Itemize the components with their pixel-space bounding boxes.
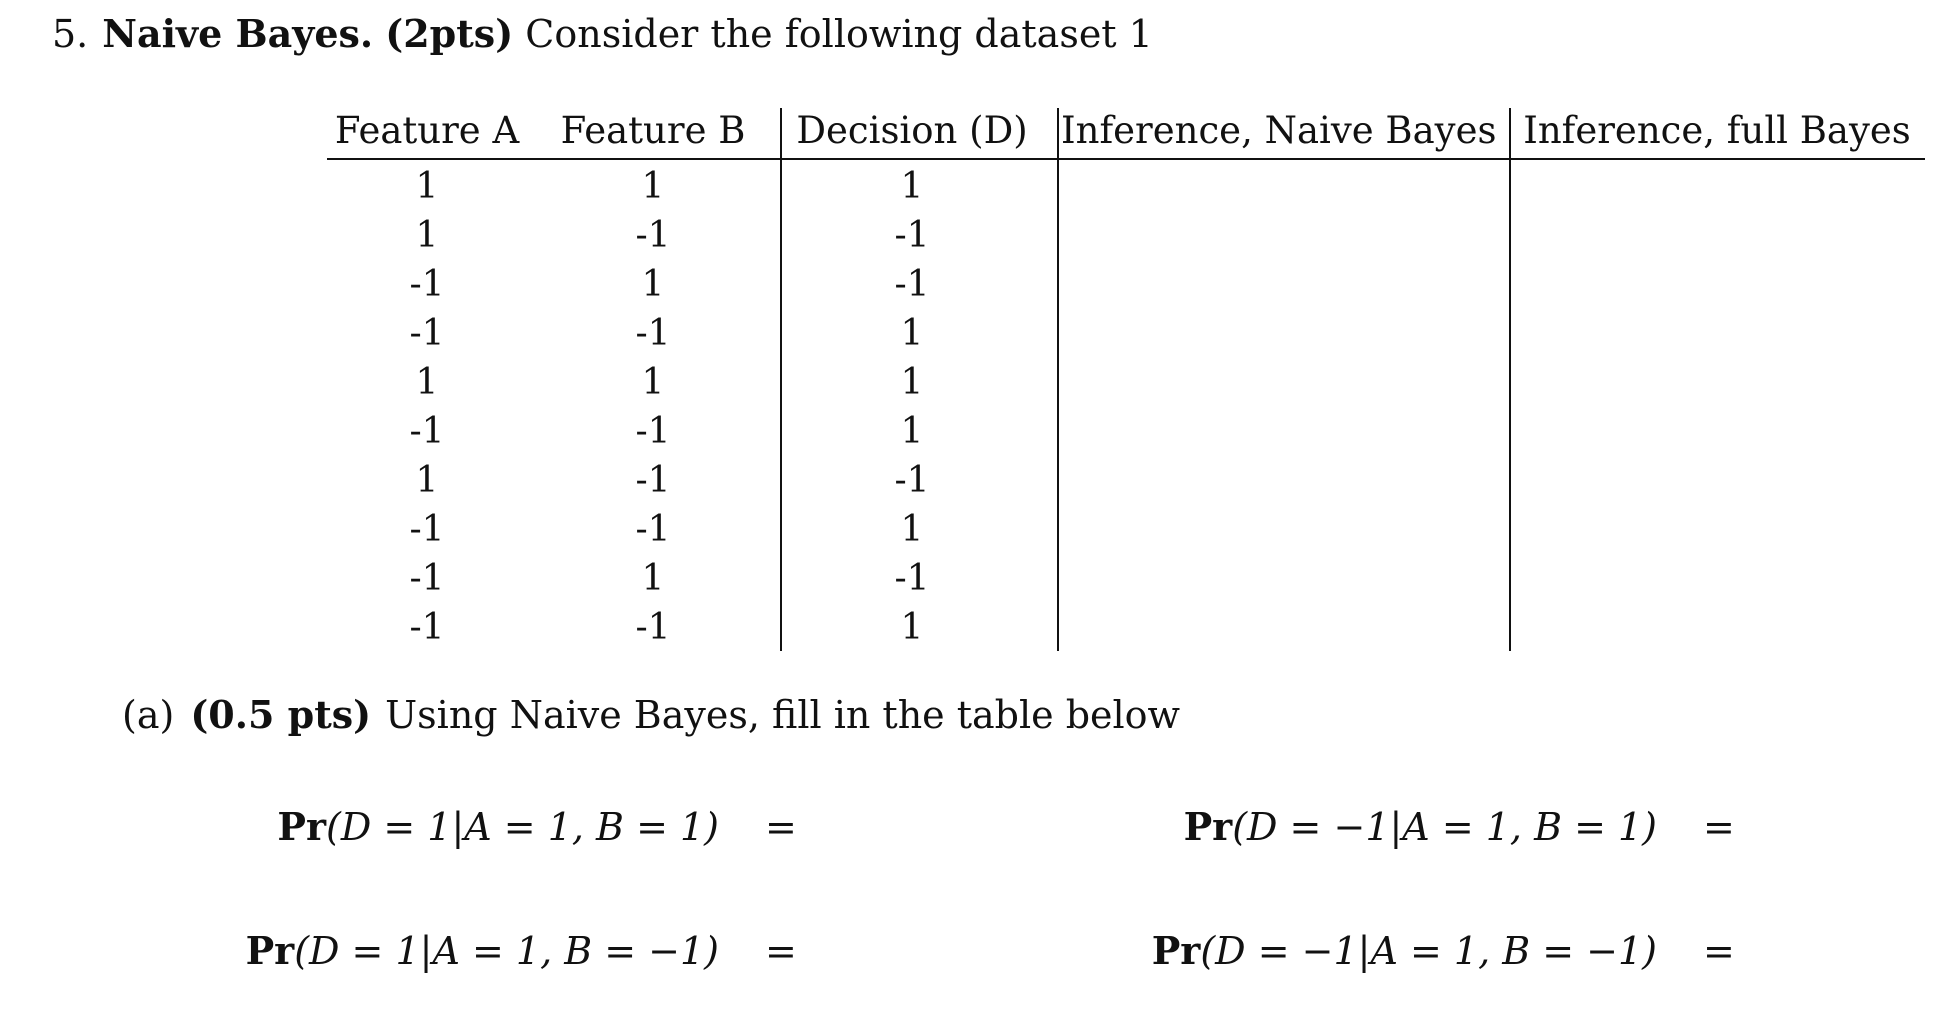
cell-decision: 1 — [900, 607, 924, 648]
equation-pr-d1-a1-b1 — [277, 804, 719, 850]
cell-decision: 1 — [900, 509, 924, 550]
cell-feature-a: -1 — [409, 509, 445, 550]
header-inference-full: Inference, full Bayes — [1523, 109, 1911, 152]
column-divider-2 — [1057, 108, 1059, 651]
cell-feature-a: -1 — [409, 411, 445, 452]
cell-feature-a: 1 — [415, 166, 439, 207]
header-feature-b: Feature B — [560, 109, 746, 152]
cell-feature-a: -1 — [409, 558, 445, 599]
problem-title: Naive Bayes. — [102, 11, 374, 56]
equation-pr-d1-a1-bm1 — [246, 928, 719, 974]
cell-feature-b: 1 — [641, 166, 665, 207]
header-inference-naive: Inference, Naive Bayes — [1061, 109, 1497, 152]
problem-number: 5. — [52, 12, 89, 56]
header-rule — [327, 158, 1925, 160]
equation-body: (D = −1|A = 1, B = 1) — [1232, 805, 1657, 849]
equation-pr-dm1-a1-bm1 — [1152, 928, 1657, 974]
cell-decision: 1 — [900, 362, 924, 403]
subquestion-label: (a) — [122, 693, 175, 737]
equation-body: (D = 1|A = 1, B = −1) — [294, 929, 719, 973]
cell-feature-b: 1 — [641, 558, 665, 599]
subquestion-points: (0.5 pts) — [190, 692, 372, 737]
pr-operator: Pr — [245, 928, 295, 973]
column-feature-a — [327, 162, 527, 652]
cell-feature-b: 1 — [641, 362, 665, 403]
cell-decision: 1 — [900, 313, 924, 354]
cell-feature-b: -1 — [635, 313, 671, 354]
equation-body: (D = 1|A = 1, B = 1) — [326, 805, 719, 849]
header-decision: Decision (D) — [796, 109, 1028, 152]
pr-operator: Pr — [277, 804, 327, 849]
problem-points: (2pts) — [385, 11, 514, 56]
cell-decision: -1 — [894, 460, 930, 501]
equation-pr-dm1-a1-b1 — [1184, 804, 1657, 850]
cell-decision: 1 — [900, 166, 924, 207]
equation-body: (D = −1|A = 1, B = −1) — [1200, 929, 1657, 973]
column-feature-b — [553, 162, 753, 652]
cell-decision: -1 — [894, 215, 930, 256]
cell-feature-b: -1 — [635, 215, 671, 256]
cell-feature-b: -1 — [635, 460, 671, 501]
cell-feature-a: 1 — [415, 460, 439, 501]
equals-sign: = — [1703, 805, 1735, 849]
header-feature-a: Feature A — [334, 109, 520, 152]
cell-decision: -1 — [894, 558, 930, 599]
cell-feature-a: 1 — [415, 215, 439, 256]
column-divider-1 — [780, 108, 782, 651]
equals-sign: = — [765, 929, 797, 973]
equals-sign: = — [1703, 929, 1735, 973]
cell-feature-b: -1 — [635, 509, 671, 550]
subquestion-text: Using Naive Bayes, fill in the table below — [385, 693, 1181, 737]
problem-heading — [52, 12, 1153, 56]
subquestion-a — [122, 692, 1180, 738]
cell-feature-b: -1 — [635, 607, 671, 648]
column-divider-3 — [1509, 108, 1511, 651]
cell-decision: 1 — [900, 411, 924, 452]
problem-text: Consider the following dataset 1 — [525, 12, 1153, 56]
pr-operator: Pr — [1151, 928, 1201, 973]
dataset-table — [327, 106, 1925, 651]
cell-feature-a: -1 — [409, 264, 445, 305]
equals-sign: = — [765, 805, 797, 849]
pr-operator: Pr — [1183, 804, 1233, 849]
cell-decision: -1 — [894, 264, 930, 305]
cell-feature-b: 1 — [641, 264, 665, 305]
column-decision — [785, 162, 1039, 652]
cell-feature-a: -1 — [409, 607, 445, 648]
cell-feature-a: 1 — [415, 362, 439, 403]
cell-feature-a: -1 — [409, 313, 445, 354]
cell-feature-b: -1 — [635, 411, 671, 452]
